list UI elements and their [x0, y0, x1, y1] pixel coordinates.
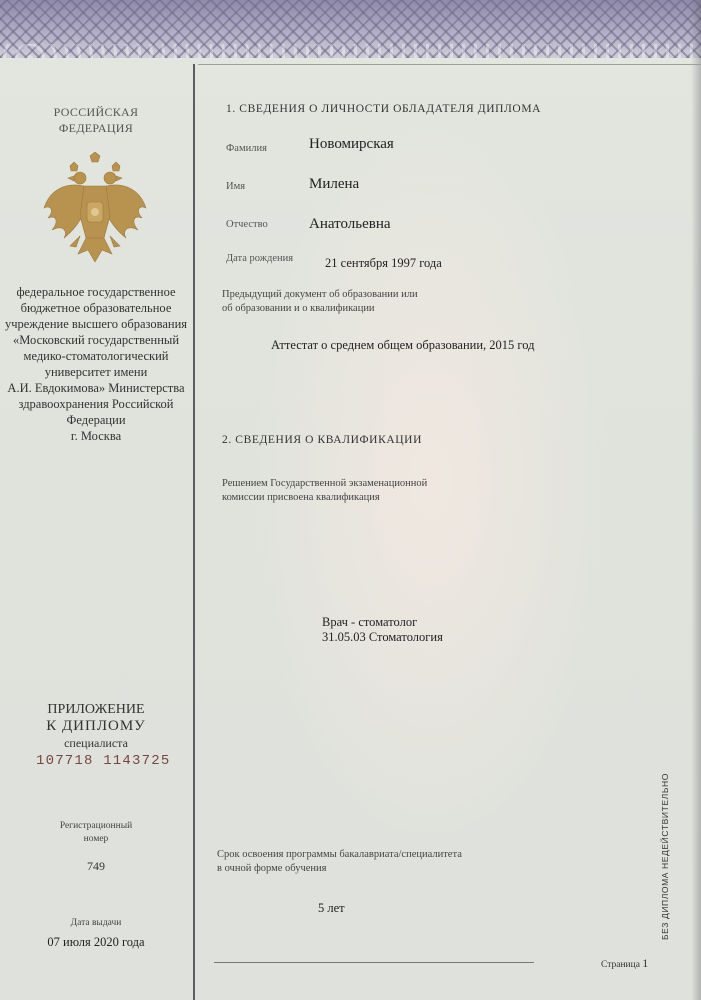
- surname-value: Новомирская: [309, 136, 394, 152]
- birth-date-value: 21 сентября 1997 года: [325, 256, 442, 270]
- column-divider: [193, 64, 195, 1000]
- coat-of-arms-icon: [40, 152, 150, 267]
- institution-line: бюджетное образовательное: [20, 301, 172, 315]
- institution-line: А.И. Евдокимова» Министерства: [7, 381, 185, 395]
- institution-line: федеральное государственное: [16, 285, 176, 299]
- registration-label-line-2: номер: [83, 834, 109, 844]
- study-duration-line-2: в очной форме обучения: [217, 863, 327, 874]
- qualification-title: Врач - стоматолог: [322, 615, 418, 629]
- birth-date-label: Дата рождения: [226, 253, 294, 264]
- institution-line: г. Москва: [70, 429, 122, 443]
- registration-label: [0, 820, 192, 846]
- patronymic-label: Отчество: [226, 219, 268, 230]
- serial-number: 107718 1143725: [36, 753, 171, 769]
- issue-date-label: Дата выдачи: [70, 918, 122, 928]
- appendix-line-2: К ДИПЛОМУ: [46, 718, 146, 734]
- decision-line-1: Решением Государственной экзаменационной: [222, 478, 428, 489]
- validity-note: БЕЗ ДИПЛОМА НЕДЕЙСТВИТЕЛЬНО: [660, 773, 670, 940]
- page-indicator: [601, 956, 648, 971]
- appendix-line-3: специалиста: [64, 736, 128, 750]
- name-value: Милена: [309, 176, 360, 192]
- country-line-1: РОССИЙСКАЯ: [53, 105, 139, 119]
- previous-document-value: Аттестат о среднем общем образовании, 2015 год: [271, 338, 535, 352]
- country-name: [0, 104, 192, 136]
- section-2-title: 2. СВЕДЕНИЯ О КВАЛИФИКАЦИИ: [222, 434, 422, 446]
- left-column: [0, 0, 192, 1000]
- institution-line: «Московский государственный: [12, 333, 180, 347]
- decision-line-2: комиссии присвоена квалификация: [222, 492, 380, 503]
- study-duration-value: 5 лет: [318, 901, 345, 915]
- institution-line: учреждение высшего образования: [4, 317, 188, 331]
- previous-document-label-line-1: Предыдущий документ об образовании или: [222, 289, 418, 300]
- page-label: Страница: [601, 960, 640, 970]
- page-edge-shadow: [691, 0, 701, 1000]
- institution-line: здравоохранения Российской: [18, 397, 174, 411]
- section-1-title: 1. СВЕДЕНИЯ О ЛИЧНОСТИ ОБЛАДАТЕЛЯ ДИПЛОМА: [226, 103, 542, 115]
- institution-line: Федерации: [66, 413, 126, 427]
- decision-text: [222, 477, 427, 505]
- institution-line: медико-стоматологический: [23, 349, 169, 363]
- previous-document-label-line-2: об образовании и о квалификации: [222, 303, 375, 314]
- registration-number: 749: [87, 859, 105, 873]
- qualification-specialty: 31.05.03 Стоматология: [322, 630, 443, 644]
- patronymic-value: Анатольевна: [309, 216, 391, 232]
- name-label: Имя: [226, 181, 246, 192]
- study-duration-label: [217, 848, 462, 876]
- institution-line: университет имени: [44, 365, 148, 379]
- issue-date: 07 июля 2020 года: [47, 935, 145, 949]
- institution-name: [0, 284, 196, 444]
- country-line-2: ФЕДЕРАЦИЯ: [58, 121, 134, 135]
- signature-line: [214, 962, 534, 963]
- study-duration-line-1: Срок освоения программы бакалавриата/специалитета: [217, 849, 462, 860]
- appendix-line-1: ПРИЛОЖЕНИЕ: [47, 702, 145, 717]
- surname-label: Фамилия: [226, 143, 267, 154]
- previous-document-label: [222, 288, 418, 316]
- appendix-title: [0, 701, 192, 752]
- top-rule: [198, 64, 701, 65]
- page-number: 1: [642, 956, 649, 970]
- registration-label-line-1: Регистрационный: [59, 821, 133, 831]
